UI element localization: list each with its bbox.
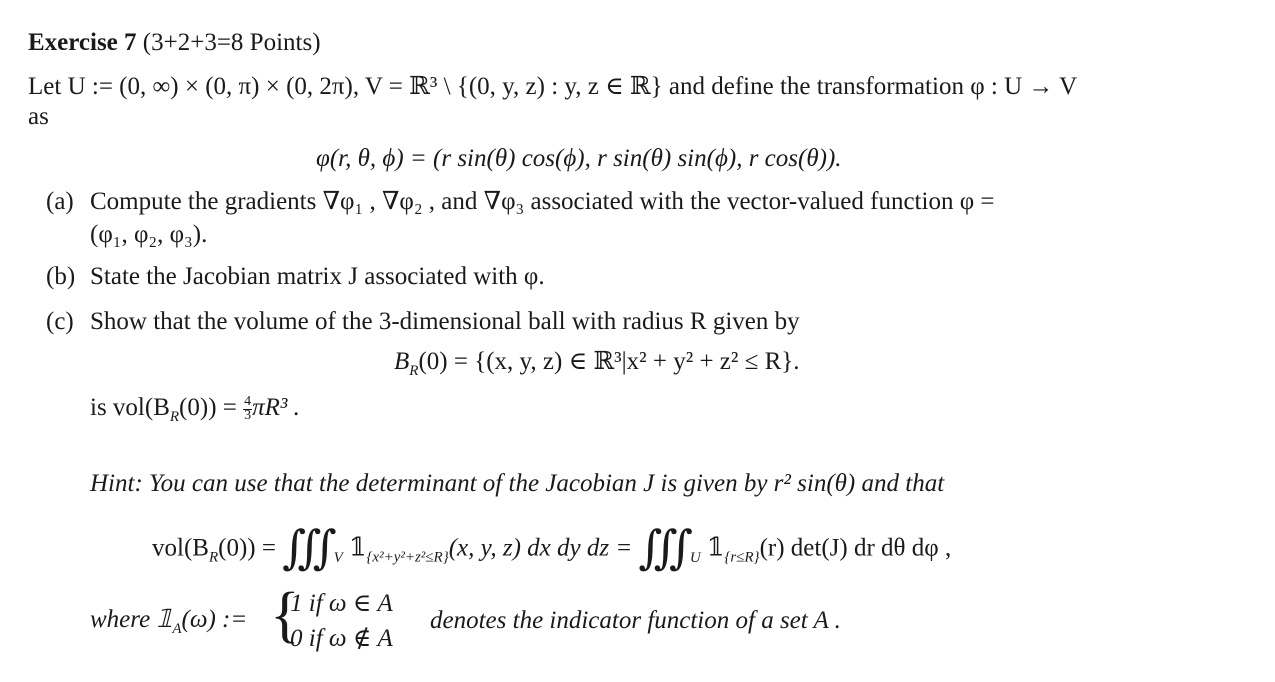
integral-lhs-subscript: R: [208, 549, 219, 566]
triple-integral-1: ∭: [282, 522, 328, 573]
indicator-2-subscript: {r≤R}: [724, 549, 760, 566]
question-a-label: (a): [46, 188, 74, 215]
case-in-set: 1 if ω ∈ A: [290, 590, 393, 617]
case-not-in-set: 0 if ω ∉ A: [290, 625, 393, 652]
intro-line-2: as: [28, 103, 49, 130]
indicator-1: 𝟙: [349, 534, 367, 562]
volume-mid: (0)) =: [179, 394, 244, 421]
volume-prefix: is vol(B: [90, 394, 170, 421]
question-c-label: (c): [46, 308, 74, 335]
ball-definition: [394, 349, 800, 379]
volume-statement: [90, 395, 300, 425]
question-a-line-1: Compute the gradients ∇φ₁ , ∇φ₂ , and ∇φ₃ associated with the vector-valued function φ =: [90, 188, 995, 215]
question-b-label: (b): [46, 263, 76, 290]
ball-symbol: B: [394, 348, 410, 375]
volume-suffix: πR³ .: [252, 394, 300, 421]
exercise-number: Exercise 7: [28, 29, 137, 56]
ball-subscript: R: [409, 363, 419, 379]
integral-lhs: vol(B: [152, 534, 209, 562]
exercise-title: [28, 30, 321, 55]
volume-fraction: [243, 396, 252, 422]
hint-text: Hint: You can use that the determinant of the Jacobian J is given by r² sin(θ) and that: [90, 470, 945, 497]
where-end: (ω) :=: [181, 606, 248, 633]
question-c-text: Show that the volume of the 3-dimensional ball with radius R given by: [90, 308, 800, 335]
where-subscript: A: [172, 621, 182, 637]
cases-brace: {: [270, 581, 300, 649]
exercise-points: (3+2+3=8 Points): [142, 29, 321, 56]
transformation-definition: φ(r, θ, ϕ) = (r sin(θ) cos(ϕ), r sin(θ) sin(ϕ), r cos(θ)).: [316, 145, 842, 172]
integral-1-domain: V: [333, 549, 343, 566]
integral-2-domain: U: [689, 549, 701, 566]
volume-subscript: R: [169, 409, 180, 425]
indicator-definition-lhs: [90, 607, 247, 637]
volume-integral: [152, 522, 952, 573]
intro-line-1: Let U := (0, ∞) × (0, π) × (0, 2π), V = ℝ³ \ {(0, y, z) : y, z ∈ ℝ} and define the transformation φ : U → V: [28, 73, 1078, 100]
fraction-numerator: 4: [244, 394, 252, 410]
where-text: where 𝟙: [90, 606, 173, 633]
integral-2-body: (r) det(J) dr dθ dφ ,: [759, 534, 952, 562]
question-a-line-2: (φ₁, φ₂, φ₃).: [90, 221, 208, 248]
integral-1-body: (x, y, z) dx dy dz =: [448, 534, 633, 562]
indicator-definition-text: denotes the indicator function of a set A .: [430, 607, 841, 634]
fraction-denominator: 3: [244, 407, 252, 423]
ball-set: (0) = {(x, y, z) ∈ ℝ³|x² + y² + z² ≤ R}.: [418, 348, 800, 375]
indicator-1-subscript: {x²+y²+z²≤R}: [366, 549, 449, 566]
integral-lhs-end: (0)) =: [218, 534, 276, 562]
triple-integral-2: ∭: [638, 522, 684, 573]
question-b-text: State the Jacobian matrix J associated with φ.: [90, 263, 545, 290]
indicator-2: 𝟙: [706, 534, 725, 562]
